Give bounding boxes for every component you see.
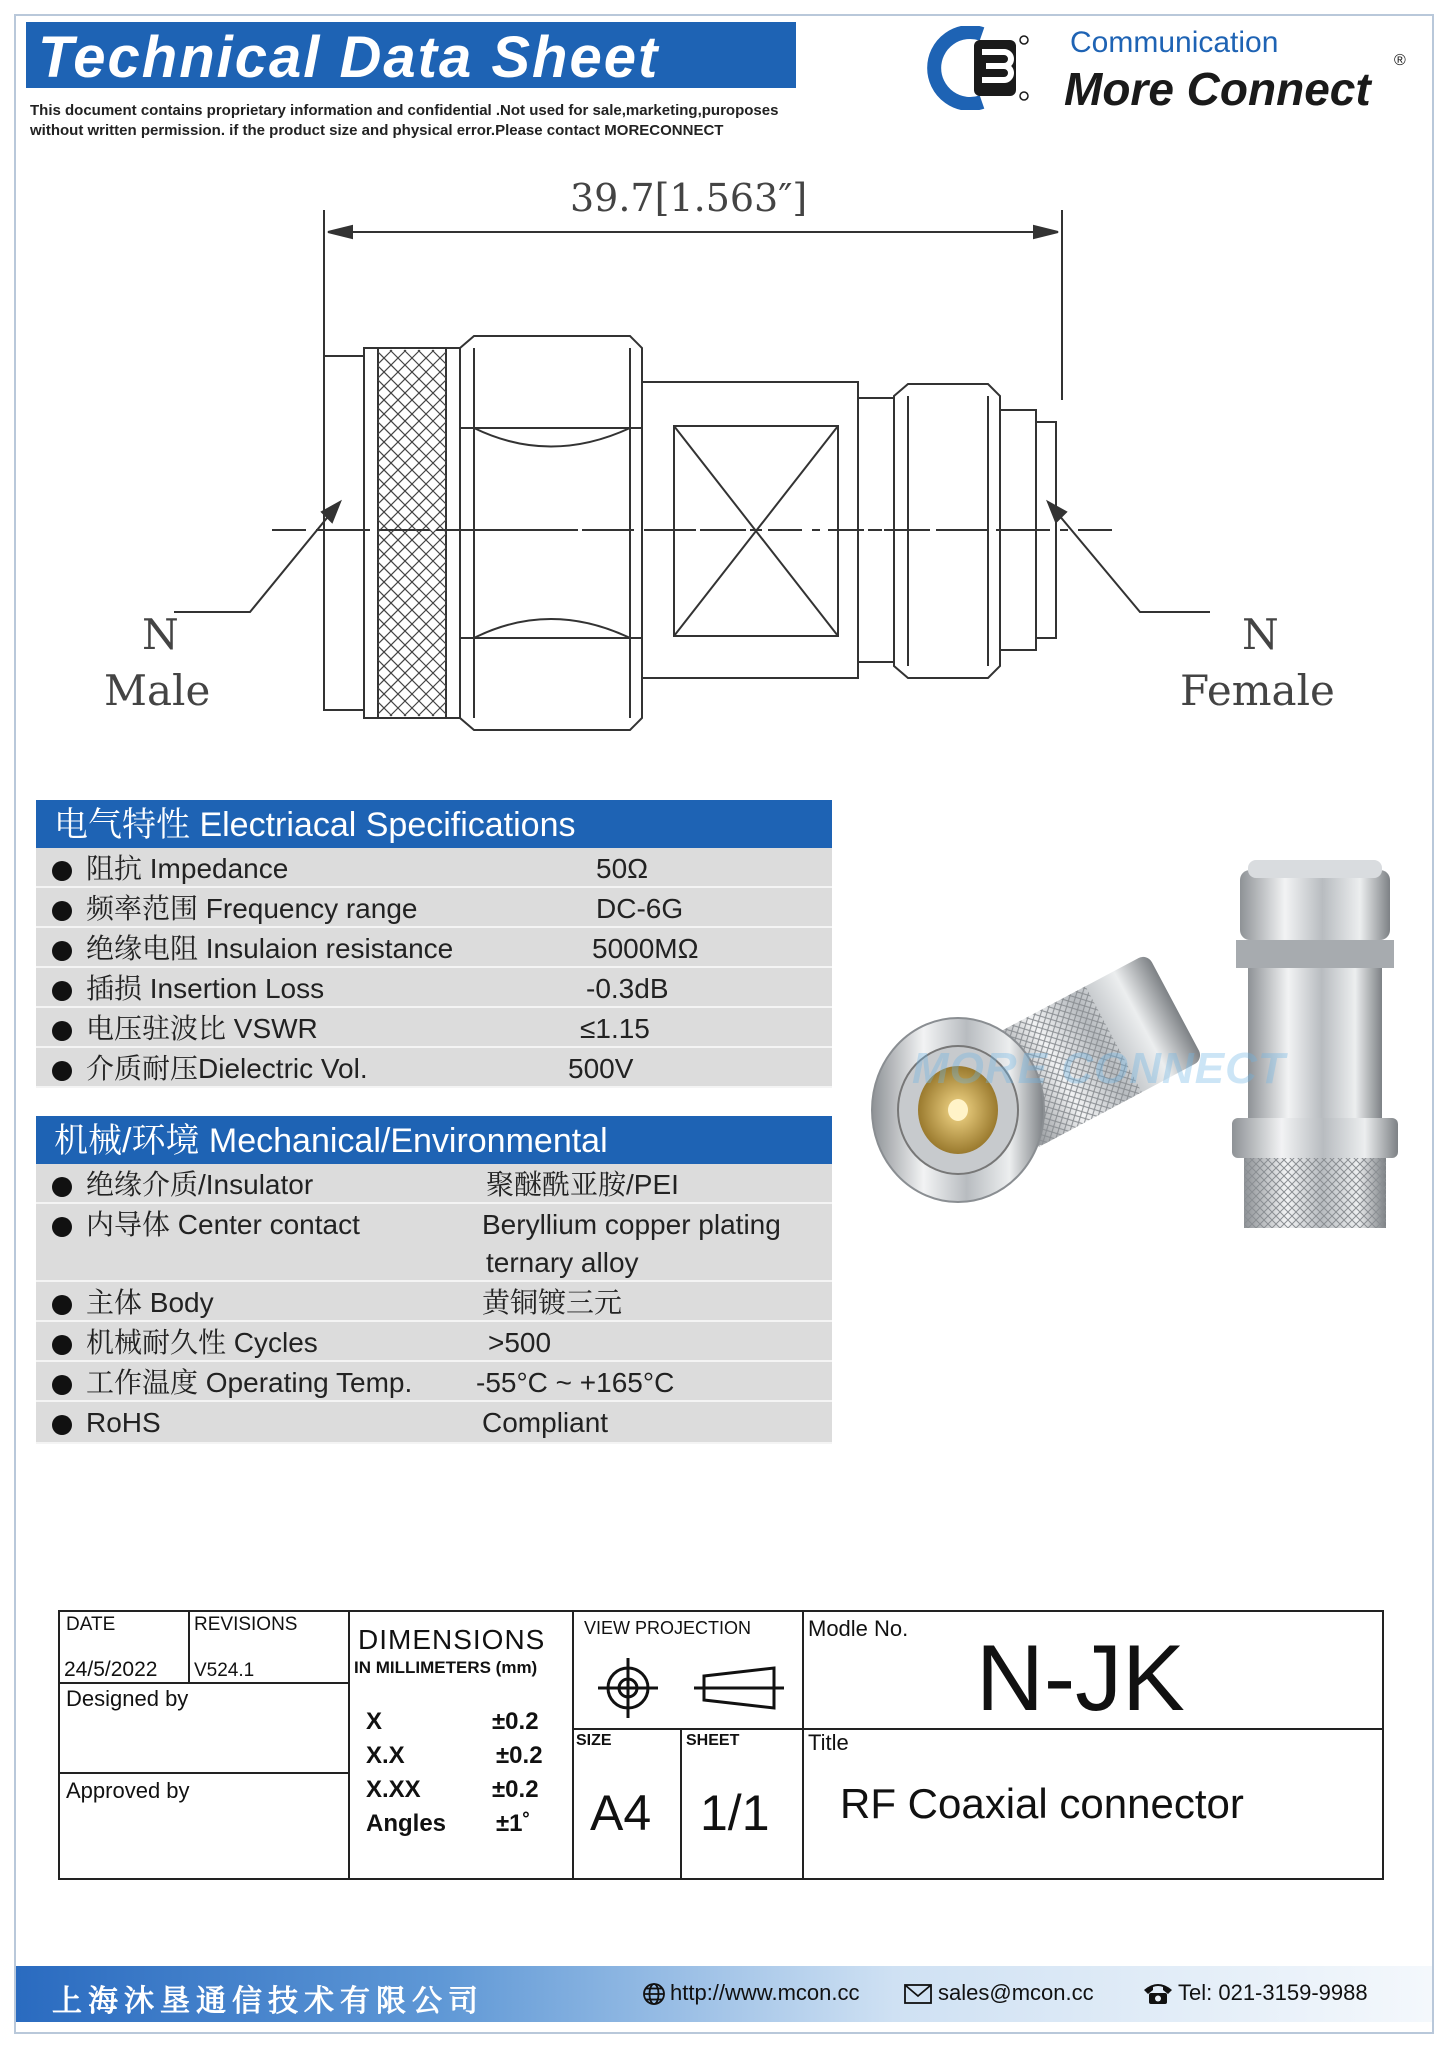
spec-row — [36, 928, 832, 968]
bullet-icon — [52, 981, 72, 1001]
divider — [572, 1612, 574, 1880]
projection-symbol-icon — [598, 1656, 786, 1718]
spec-label: 内导体 Center contact — [86, 1209, 360, 1240]
tolerance-value: ±0.2 — [492, 1776, 539, 1803]
size-value: A4 — [590, 1785, 652, 1841]
male-label: Male — [104, 666, 211, 715]
tolerance-value: ±1˚ — [496, 1810, 531, 1837]
spec-value: 聚醚酰亚胺/PEI — [486, 1169, 679, 1200]
revisions-value: V524.1 — [194, 1660, 255, 1681]
revisions-label: REVISIONS — [194, 1614, 298, 1635]
tolerance-key: X.X — [366, 1742, 405, 1769]
bullet-icon — [52, 1021, 72, 1041]
bullet-icon — [52, 1177, 72, 1197]
model-label: Modle No. — [808, 1616, 909, 1641]
website-link[interactable]: http://www.mcon.cc — [670, 1980, 860, 2005]
mechanical-heading: 机械/环境 Mechanical/Environmental — [36, 1116, 832, 1164]
bullet-icon — [52, 1295, 72, 1315]
product-photo — [840, 820, 1440, 1250]
spec-value-continued: ternary alloy — [486, 1247, 639, 1278]
spec-value: >500 — [488, 1327, 552, 1358]
bullet-icon — [52, 1061, 72, 1081]
disclaimer-line-1: This document contains proprietary information and confidential .Not used for sale,marketing,puroposes — [30, 102, 779, 119]
footer-bar — [16, 1966, 1432, 2022]
approved-by-label: Approved by — [66, 1778, 190, 1803]
spec-label: 机械耐久性 Cycles — [86, 1327, 318, 1358]
email-link[interactable]: sales@mcon.cc — [938, 1980, 1094, 2005]
disclaimer — [30, 101, 830, 141]
dimensions-label: DIMENSIONS — [358, 1624, 546, 1655]
brand-logo-icon — [924, 26, 1040, 110]
view-projection-label: VIEW PROJECTION — [584, 1618, 752, 1638]
designed-by-label: Designed by — [66, 1686, 189, 1711]
tolerance-key: X.XX — [366, 1776, 421, 1803]
spec-value: Compliant — [482, 1407, 609, 1438]
spec-row — [36, 888, 832, 928]
registered-mark: ® — [1394, 52, 1406, 69]
tolerance-value: ±0.2 — [496, 1742, 543, 1769]
model-number: N-JK — [976, 1625, 1185, 1730]
bullet-icon — [52, 901, 72, 921]
spec-label: 绝缘介质/Insulator — [86, 1169, 314, 1200]
female-label: Female — [1180, 666, 1335, 715]
spec-label: 介质耐压Dielectric Vol. — [86, 1053, 368, 1084]
date-value: 24/5/2022 — [64, 1658, 158, 1681]
spec-row — [36, 1204, 832, 1282]
bullet-icon — [52, 1217, 72, 1237]
divider — [188, 1612, 190, 1682]
spec-value: 5000MΩ — [592, 933, 699, 964]
page-title: Technical Data Sheet — [38, 25, 660, 90]
divider — [348, 1612, 350, 1880]
spec-value: 500V — [568, 1053, 634, 1084]
tolerance-value: ±0.2 — [492, 1708, 539, 1735]
tolerance-key: X — [366, 1708, 383, 1735]
spec-row — [36, 1322, 832, 1362]
male-type-label: N — [142, 610, 179, 659]
title-label: Title — [808, 1730, 849, 1755]
overall-length-dimension: 39.7[1.563″] — [570, 176, 808, 220]
electrical-specifications — [36, 800, 832, 1088]
date-label: DATE — [66, 1614, 116, 1635]
spec-label: 工作温度 Operating Temp. — [86, 1367, 413, 1398]
bullet-icon — [52, 1335, 72, 1355]
bullet-icon — [52, 1415, 72, 1435]
spec-row — [36, 1164, 832, 1204]
spec-value: -55°C ~ +165°C — [476, 1367, 675, 1398]
spec-value: ≤1.15 — [580, 1013, 650, 1044]
mail-icon — [904, 1984, 932, 2004]
size-label: SIZE — [576, 1732, 612, 1749]
spec-value: DC-6G — [596, 893, 684, 924]
spec-value: 黄铜镀三元 — [482, 1287, 623, 1318]
photo-watermark: MORE CONNECT — [912, 1044, 1286, 1093]
title-block — [58, 1610, 1384, 1880]
divider — [680, 1728, 682, 1880]
spec-label: 电压驻波比 VSWR — [86, 1013, 318, 1044]
spec-label: RoHS — [86, 1407, 161, 1438]
spec-row — [36, 1008, 832, 1048]
spec-label: 阻抗 Impedance — [86, 853, 289, 884]
spec-value: 50Ω — [596, 853, 649, 884]
spec-row — [36, 1048, 832, 1088]
sheet-value: 1/1 — [700, 1785, 770, 1841]
connector-drawing — [90, 160, 1350, 760]
globe-icon — [642, 1982, 666, 2006]
tolerance-key: Angles — [366, 1810, 447, 1837]
sheet-label: SHEET — [686, 1732, 740, 1749]
spec-row — [36, 1362, 832, 1402]
divider — [802, 1612, 804, 1880]
spec-label: 主体 Body — [86, 1287, 214, 1318]
spec-label: 插损 Insertion Loss — [86, 973, 325, 1004]
electrical-heading: 电气特性 Electriacal Specifications — [36, 800, 832, 848]
brand-more-connect: More Connect — [1064, 63, 1371, 115]
company-name: 上海沐垦通信技术有限公司 — [52, 1985, 484, 2018]
spec-label: 频率范围 Frequency range — [86, 893, 418, 924]
female-type-label: N — [1242, 610, 1279, 659]
phone-icon — [1142, 1980, 1174, 2006]
bullet-icon — [52, 1375, 72, 1395]
bullet-icon — [52, 941, 72, 961]
product-title: RF Coaxial connector — [840, 1780, 1244, 1827]
divider — [60, 1772, 348, 1774]
spec-row — [36, 1402, 832, 1444]
mechanical-specifications — [36, 1116, 832, 1444]
spec-row — [36, 1282, 832, 1322]
title-banner — [26, 22, 796, 88]
spec-value: Beryllium copper plating — [482, 1209, 781, 1240]
spec-label: 绝缘电阻 Insulaion resistance — [86, 933, 454, 964]
bullet-icon — [52, 861, 72, 881]
spec-row — [36, 968, 832, 1008]
disclaimer-line-2: without written permission. if the product size and physical error.Please contact MORECONNECT — [30, 122, 724, 139]
brand-communication: Communication — [1070, 26, 1279, 59]
spec-row — [36, 848, 832, 888]
spec-value: -0.3dB — [586, 973, 669, 1004]
divider — [60, 1682, 348, 1684]
phone-number[interactable]: Tel: 021-3159-9988 — [1178, 1980, 1368, 2005]
dimensions-unit: IN MILLIMETERS (mm) — [354, 1658, 538, 1677]
